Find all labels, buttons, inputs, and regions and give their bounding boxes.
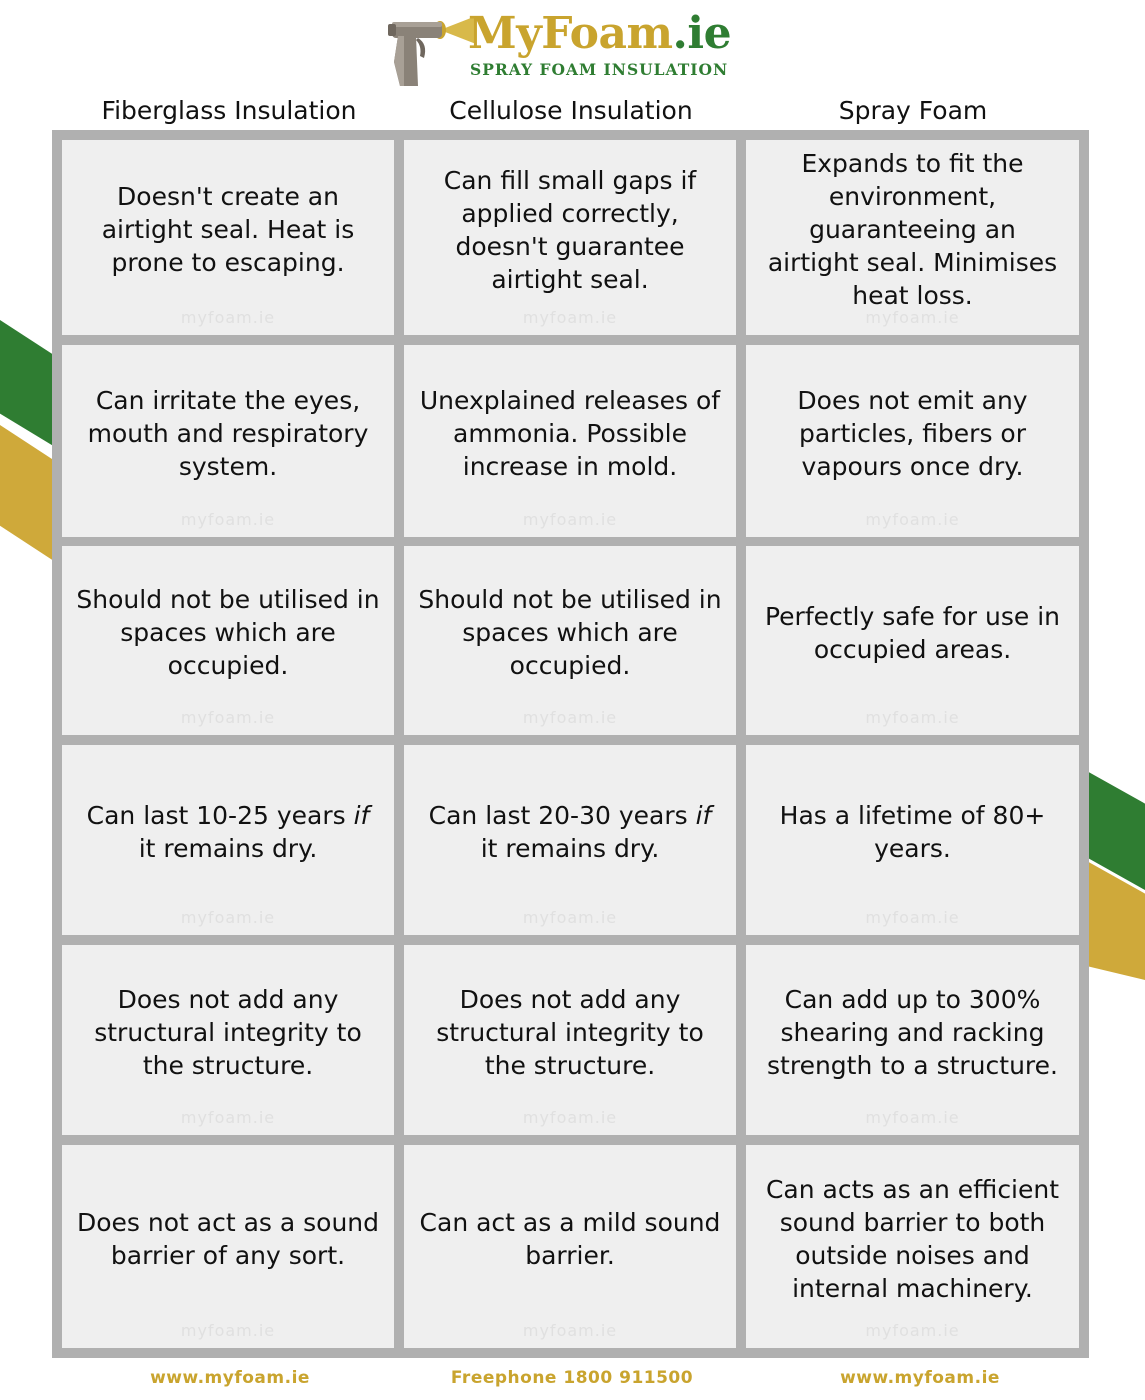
table-cell: [746, 546, 1079, 735]
cell-text: Can add up to 300% shearing and racking strength to a structure.: [767, 984, 1058, 1080]
text-after-if: it remains dry.: [480, 834, 660, 863]
watermark: myfoam.ie: [865, 708, 960, 727]
text-before-if: Can last 20-30 years: [428, 801, 696, 830]
watermark: myfoam.ie: [522, 1108, 618, 1127]
spray-gun-icon: [388, 8, 478, 90]
watermark: myfoam.ie: [180, 908, 276, 927]
text-after-if: it remains dry.: [138, 834, 318, 863]
footer-freephone[interactable]: Freephone 1800 911500: [450, 1368, 694, 1388]
cell-text: Can irritate the eyes, mouth and respiratory system.: [87, 385, 369, 481]
cell-text: Perfectly safe for use in occupied areas.: [764, 601, 1061, 664]
watermark: myfoam.ie: [180, 708, 276, 727]
logo-brand: MyFoam: [468, 8, 673, 59]
watermark: myfoam.ie: [522, 1321, 618, 1340]
watermark: myfoam.ie: [865, 1321, 960, 1340]
text-before-if: Can last 10-25 years: [86, 801, 354, 830]
logo-tagline: SPRAY FOAM INSULATION: [470, 60, 729, 79]
comparison-table: [52, 130, 1089, 1358]
cell-text-content: [76, 799, 380, 865]
table-cell: [62, 1145, 394, 1348]
watermark: myfoam.ie: [522, 708, 618, 727]
cell-text: Expands to fit the environment, guaranteeing an airtight seal. Minimises heat loss.: [767, 149, 1058, 310]
table-cell: [62, 345, 394, 537]
watermark: myfoam.ie: [180, 308, 276, 327]
text-if-emphasis: if: [695, 801, 712, 830]
cell-text: Does not emit any particles, fibers or vapours once dry.: [797, 385, 1028, 481]
decorative-green-stripe-left: [0, 320, 60, 450]
table-cell: [404, 140, 736, 335]
cell-text: Doesn't create an airtight seal. Heat is prone to escaping.: [101, 182, 355, 277]
watermark: myfoam.ie: [865, 908, 960, 927]
cell-text: Does not add any structural integrity to the structure.: [94, 984, 362, 1080]
cell-text: Should not be utilised in spaces which are occupied.: [418, 585, 722, 680]
cell-text: Has a lifetime of 80+ years.: [779, 801, 1046, 863]
cell-text: Can acts as an efficient sound barrier to both outside noises and internal machinery.: [765, 1174, 1060, 1303]
table-cell: [746, 945, 1079, 1135]
watermark: myfoam.ie: [865, 1108, 960, 1127]
watermark: myfoam.ie: [180, 1108, 276, 1127]
table-cell: [746, 745, 1079, 935]
cell-text: Unexplained releases of ammonia. Possible increase in mold.: [419, 385, 721, 481]
cell-text: [62, 745, 394, 935]
watermark: myfoam.ie: [180, 1321, 276, 1340]
watermark: myfoam.ie: [522, 908, 618, 927]
table-cell: [62, 546, 394, 735]
cell-text: Does not act as a sound barrier of any sort.: [76, 1207, 380, 1270]
table-cell: [404, 1145, 736, 1348]
cell-text: Should not be utilised in spaces which are occupied.: [76, 585, 380, 680]
column-header-cellulose: Cellulose Insulation: [449, 96, 693, 125]
watermark: myfoam.ie: [522, 510, 618, 529]
table-cell: [746, 345, 1079, 537]
table-cell: [404, 345, 736, 537]
table-cell: [62, 140, 394, 335]
cell-text: [404, 745, 736, 935]
logo-tld: .ie: [672, 8, 732, 59]
column-header-spray-foam: Spray Foam: [838, 96, 988, 125]
logo-wordmark: [468, 8, 731, 60]
cell-text: Does not add any structural integrity to the structure.: [436, 984, 704, 1080]
watermark: myfoam.ie: [865, 308, 960, 327]
column-header-fiberglass: Fiberglass Insulation: [101, 96, 357, 125]
cell-text-content: [418, 799, 722, 865]
table-cell: [62, 745, 394, 935]
footer-website-link-right[interactable]: www.myfoam.ie: [840, 1368, 1000, 1388]
footer-website-link-left[interactable]: www.myfoam.ie: [150, 1368, 310, 1388]
cell-text: Can act as a mild sound barrier.: [419, 1207, 721, 1270]
watermark: myfoam.ie: [180, 510, 276, 529]
decorative-gold-stripe-left: [0, 425, 60, 565]
watermark: myfoam.ie: [865, 510, 960, 529]
watermark: myfoam.ie: [522, 308, 618, 327]
table-cell: [62, 945, 394, 1135]
table-cell: [746, 1145, 1079, 1348]
myfoam-logo[interactable]: [388, 8, 748, 88]
cell-text: Can fill small gaps if applied correctly, doesn't guarantee airtight seal.: [443, 165, 697, 294]
table-cell: [404, 945, 736, 1135]
table-cell: [404, 546, 736, 735]
table-cell: [404, 745, 736, 935]
table-cell: [746, 140, 1079, 335]
text-if-emphasis: if: [353, 801, 370, 830]
